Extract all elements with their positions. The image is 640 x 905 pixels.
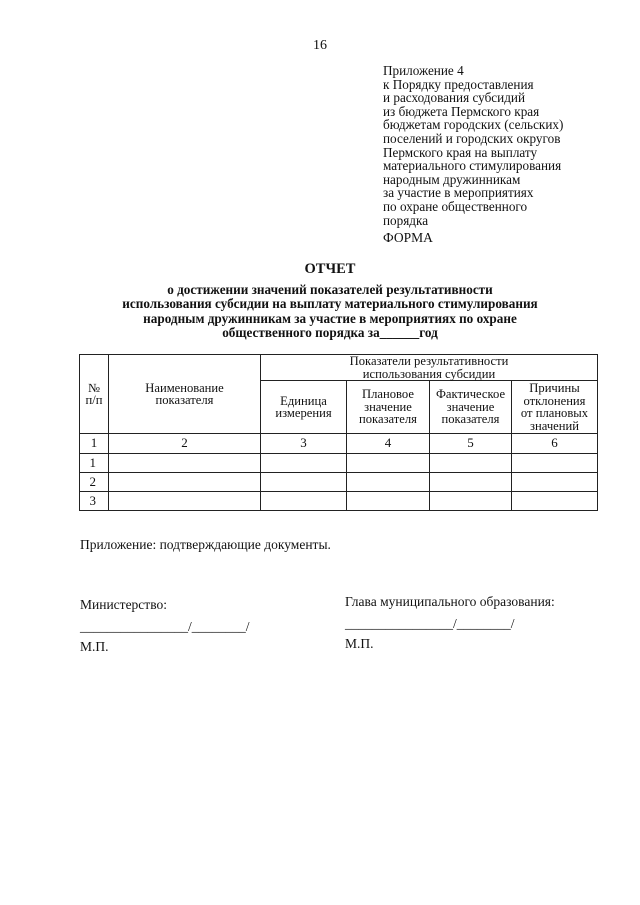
header-text-line: измерения <box>275 406 332 421</box>
appendix-line: к Порядку предоставления <box>383 76 534 92</box>
column-group-header-performance <box>261 355 598 381</box>
header-text-line: Причины <box>529 381 580 395</box>
signature-line: ________________/________/ <box>345 616 515 631</box>
appendix-line: бюджетам городских (сельских) <box>383 117 564 133</box>
column-number-cell: 3 <box>261 434 347 454</box>
table-cell <box>109 473 261 492</box>
table-cell <box>430 454 512 473</box>
appendix-line: Пермского края на выплату <box>383 144 538 160</box>
stamp-label: М.П. <box>80 639 109 654</box>
table-cell <box>261 492 347 511</box>
column-number-cell: 1 <box>80 434 109 454</box>
column-header-indicator-name <box>109 355 261 434</box>
header-text-line: использования субсидии <box>362 366 496 381</box>
table-cell <box>512 492 598 511</box>
report-table <box>79 354 598 511</box>
report-subtitle-line: общественного порядка за______год <box>222 325 438 341</box>
header-text-line: значение <box>446 399 495 414</box>
column-header-unit <box>261 381 347 434</box>
report-subtitle-line: использования субсидии на выплату материального стимулирования <box>122 296 538 312</box>
table-cell <box>512 473 598 492</box>
header-text-line: Наименование <box>145 380 224 395</box>
report-subtitle-line: о достижении значений показателей результативности <box>167 282 493 297</box>
header-text-line: значение <box>364 399 412 414</box>
report-subtitle <box>0 283 640 341</box>
table-row <box>80 454 598 473</box>
column-header-actual-value <box>430 381 512 434</box>
appendix-line: порядка <box>383 212 429 228</box>
table-cell <box>430 473 512 492</box>
attachment-note: Приложение: подтверждающие документы. <box>80 537 331 552</box>
column-header-deviation-reasons <box>512 381 598 434</box>
signature-block-ministry <box>80 597 250 655</box>
header-text-line: показателя <box>441 412 500 427</box>
column-number-cell: 4 <box>347 434 430 454</box>
signature-title: Министерство: <box>80 597 167 612</box>
signature-title: Глава муниципального образования: <box>345 594 555 609</box>
table-cell <box>261 454 347 473</box>
header-text-line: от плановых <box>520 406 589 421</box>
table-cell <box>347 454 430 473</box>
header-text-line: показателя <box>155 393 214 408</box>
appendix-line: Приложение 4 <box>383 63 464 78</box>
table-row <box>80 473 598 492</box>
column-number-cell: 5 <box>430 434 512 454</box>
column-number-cell: 2 <box>109 434 261 454</box>
header-text-line: № <box>87 380 101 395</box>
appendix-line: народным дружинникам <box>383 171 521 187</box>
row-index-cell: 3 <box>80 492 109 511</box>
header-text-line: показателя <box>359 412 417 427</box>
stamp-label: М.П. <box>345 636 374 651</box>
header-text-line: Фактическое <box>435 387 506 402</box>
header-text-line: Единица <box>280 393 327 408</box>
row-index-cell: 1 <box>80 454 109 473</box>
appendix-reference <box>383 64 623 227</box>
report-subtitle-line: народным дружинникам за участие в мероприятиях по охране <box>143 310 517 326</box>
appendix-line: и расходования субсидий <box>383 90 526 106</box>
header-text-line: Показатели результативности <box>349 354 509 368</box>
signature-block-municipal-head <box>345 594 555 652</box>
table-cell <box>512 454 598 473</box>
appendix-line: материального стимулирования <box>383 158 562 174</box>
report-title: ОТЧЕТ <box>304 261 356 277</box>
table-header-row <box>80 355 598 381</box>
signature-line: ________________/________/ <box>80 619 250 634</box>
table-cell <box>261 473 347 492</box>
appendix-line: по охране общественного <box>383 198 528 214</box>
table-cell <box>109 454 261 473</box>
table-cell <box>109 492 261 511</box>
page-number: 16 <box>313 38 327 53</box>
column-number-row <box>80 434 598 454</box>
appendix-line: из бюджета Пермского края <box>383 103 540 119</box>
form-label: ФОРМА <box>383 230 433 245</box>
table-cell <box>347 473 430 492</box>
table-cell <box>430 492 512 511</box>
appendix-line: за участие в мероприятиях <box>383 185 534 201</box>
column-header-planned-value <box>347 381 430 434</box>
header-text-line: Плановое <box>362 387 414 402</box>
row-index-cell: 2 <box>80 473 109 492</box>
appendix-line: поселений и городских округов <box>383 130 561 146</box>
header-text-line: п/п <box>85 393 103 408</box>
header-text-line: значений <box>530 418 579 433</box>
table-row <box>80 492 598 511</box>
table-cell <box>347 492 430 511</box>
column-header-number <box>80 355 109 434</box>
header-text-line: отклонения <box>523 393 586 408</box>
column-number-cell: 6 <box>512 434 598 454</box>
